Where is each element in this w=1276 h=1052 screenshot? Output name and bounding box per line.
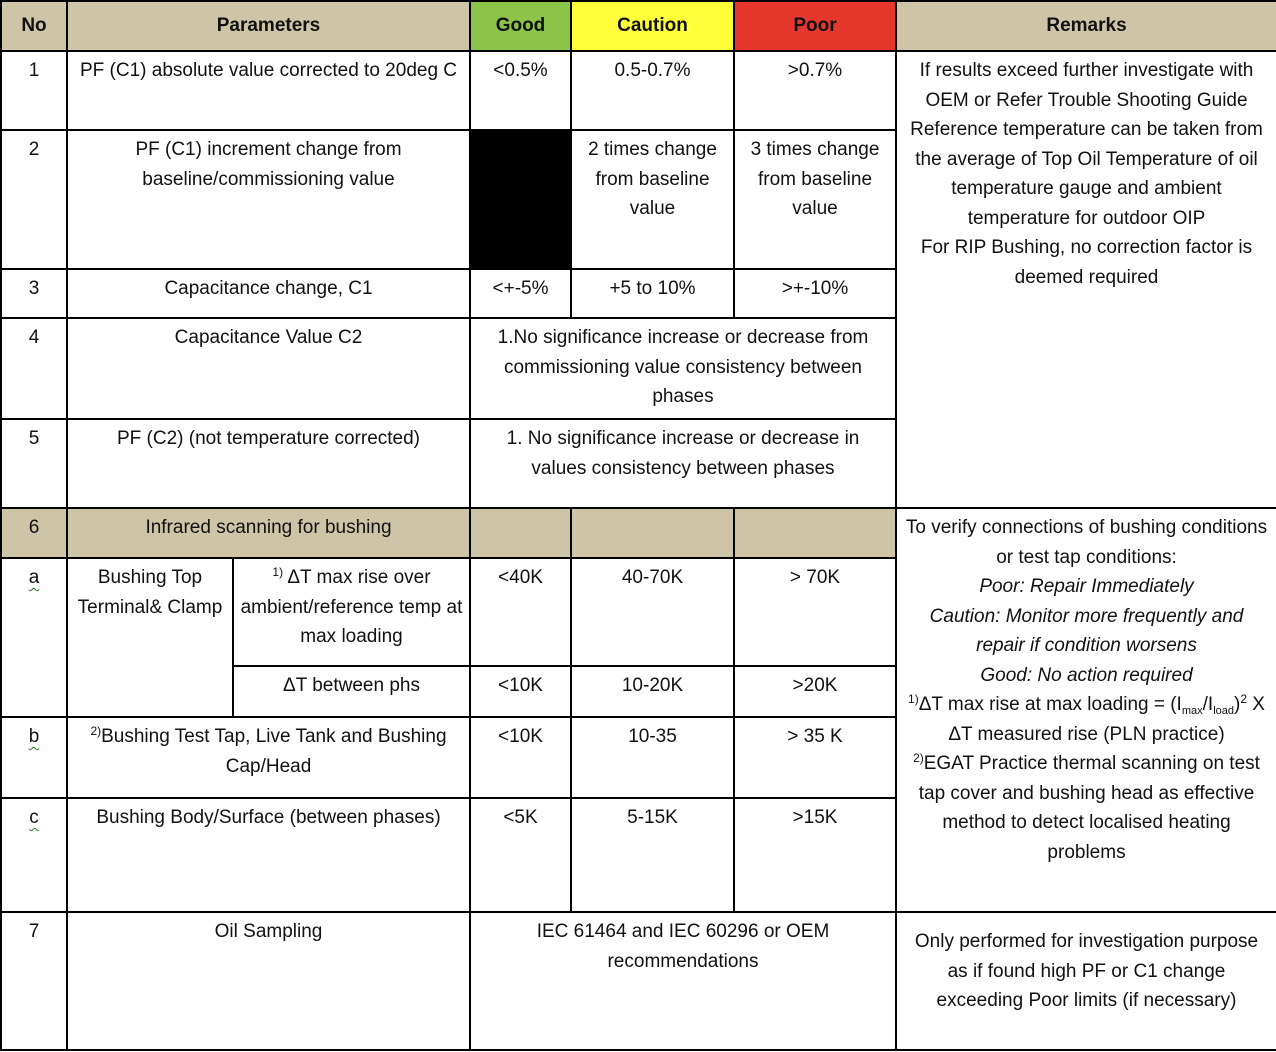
row-number: 2 <box>1 130 67 269</box>
poor-value: > 35 K <box>734 717 896 798</box>
footnote-marker: 2) <box>913 751 924 765</box>
poor-value: >0.7% <box>734 51 896 130</box>
footnote-2 <box>903 749 1270 867</box>
header-remarks: Remarks <box>896 1 1276 51</box>
row-letter: c <box>1 798 67 912</box>
parameter-cell: Bushing Body/Surface (between phases) <box>67 798 470 912</box>
sub-parameter-text: ΔT max rise over ambient/reference temp at max loading <box>240 567 463 647</box>
remark-text: If results exceed further investigate with OEM or Refer Trouble Shooting Guide <box>919 60 1254 111</box>
table-row-1 <box>1 51 1276 130</box>
row-number: 4 <box>1 318 67 419</box>
footnote-marker: 2) <box>90 724 102 738</box>
caution-value: 2 times change from baseline value <box>571 130 734 269</box>
remark-caution <box>903 602 1270 661</box>
section-6-good-empty <box>470 508 571 558</box>
caution-value: 40-70K <box>571 558 734 666</box>
parameter-cell: Capacitance Value C2 <box>67 318 470 419</box>
parameter-cell: PF (C1) increment change from baseline/commissioning value <box>67 130 470 269</box>
poor-value: 3 times change from baseline value <box>734 130 896 269</box>
parameter-cell <box>67 717 470 798</box>
poor-value: >20K <box>734 666 896 717</box>
section-6-title: Infrared scanning for bushing <box>67 508 470 558</box>
caution-value: 5-15K <box>571 798 734 912</box>
row-number: 5 <box>1 419 67 508</box>
remark-poor <box>903 572 1270 602</box>
combined-criteria: 1.No significance increase or decrease from commissioning value consistency between phases <box>470 318 896 419</box>
section-6-header-row <box>1 508 1276 558</box>
footnote-marker: 1) <box>272 565 284 579</box>
caution-value: 10-20K <box>571 666 734 717</box>
sub-parameter-cell: ΔT between phs <box>233 666 470 717</box>
row-letter: a <box>1 558 67 717</box>
superscript-2: 2 <box>1240 692 1247 706</box>
row-number: 1 <box>1 51 67 130</box>
remarks-group-1 <box>896 51 1276 508</box>
sub-parameter-cell <box>233 558 470 666</box>
good-value: <5K <box>470 798 571 912</box>
row-number: 6 <box>1 508 67 558</box>
remark-text: Reference temperature can be taken from the average of Top Oil Temperature of oil temperature gauge and ambient temperature for outdoor OIP <box>910 119 1263 229</box>
parameter-text: Bushing Test Tap, Live Tank and Bushing Cap/Head <box>101 726 447 777</box>
good-value: <+-5% <box>470 269 571 318</box>
remark-text: To verify connections of bushing conditions or test tap conditions: <box>905 517 1268 568</box>
good-value: <0.5% <box>470 51 571 130</box>
caution-value: 0.5-0.7% <box>571 51 734 130</box>
combined-criteria: IEC 61464 and IEC 60296 or OEM recommendations <box>470 912 896 1050</box>
header-parameters: Parameters <box>67 1 470 51</box>
poor-value: >15K <box>734 798 896 912</box>
parameter-cell: PF (C2) (not temperature corrected) <box>67 419 470 508</box>
section-6-poor-empty <box>734 508 896 558</box>
header-row <box>1 1 1276 51</box>
parameter-cell: Capacitance change, C1 <box>67 269 470 318</box>
caution-value: 10-35 <box>571 717 734 798</box>
good-value: <10K <box>470 666 571 717</box>
poor-value: > 70K <box>734 558 896 666</box>
remark-caution-text: Caution: Monitor more frequently and repair if condition worsens <box>929 605 1244 656</box>
footnote-text: ) <box>1233 694 1241 715</box>
remarks-row-7: Only performed for investigation purpose as if found high PF or C1 change exceeding Poor limits (if necessary) <box>896 912 1276 1050</box>
header-poor: Poor <box>734 1 896 51</box>
remark-good-text: Good: No action required <box>980 664 1193 686</box>
parameter-group-label: Bushing Top Terminal& Clamp <box>67 558 233 717</box>
section-6-caution-empty <box>571 508 734 558</box>
subscript-max: max <box>1181 705 1203 717</box>
combined-criteria: 1. No significance increase or decrease in values consistency between phases <box>470 419 896 508</box>
good-value-blank <box>470 130 571 269</box>
row-number: 7 <box>1 912 67 1050</box>
good-value: <10K <box>470 717 571 798</box>
remark-text: For RIP Bushing, no correction factor is deemed required <box>920 237 1253 288</box>
header-no: No <box>1 1 67 51</box>
subscript-load: load <box>1213 705 1234 717</box>
header-caution: Caution <box>571 1 734 51</box>
footnote-text: X ΔT measured rise (PLN practice) <box>948 694 1265 745</box>
remark-poor-text: Poor: Repair Immediately <box>979 576 1194 597</box>
parameter-cell: Oil Sampling <box>67 912 470 1050</box>
footnote-marker: 1) <box>908 692 919 706</box>
parameter-cell: PF (C1) absolute value corrected to 20deg C <box>67 51 470 130</box>
row-number: 3 <box>1 269 67 318</box>
table-row-7 <box>1 912 1276 1050</box>
footnote-text: ΔT max rise at max loading = (I <box>918 694 1182 715</box>
poor-value: >+-10% <box>734 269 896 318</box>
footnote-1 <box>903 690 1270 749</box>
caution-value: +5 to 10% <box>571 269 734 318</box>
header-good: Good <box>470 1 571 51</box>
remark-good <box>903 661 1270 691</box>
footnote-text: EGAT Practice thermal scanning on test tap cover and bushing head as effective method to detect localised heating problems <box>918 753 1260 863</box>
footnote-text: /I <box>1202 694 1214 715</box>
remarks-group-2 <box>896 508 1276 912</box>
row-letter: b <box>1 717 67 798</box>
good-value: <40K <box>470 558 571 666</box>
